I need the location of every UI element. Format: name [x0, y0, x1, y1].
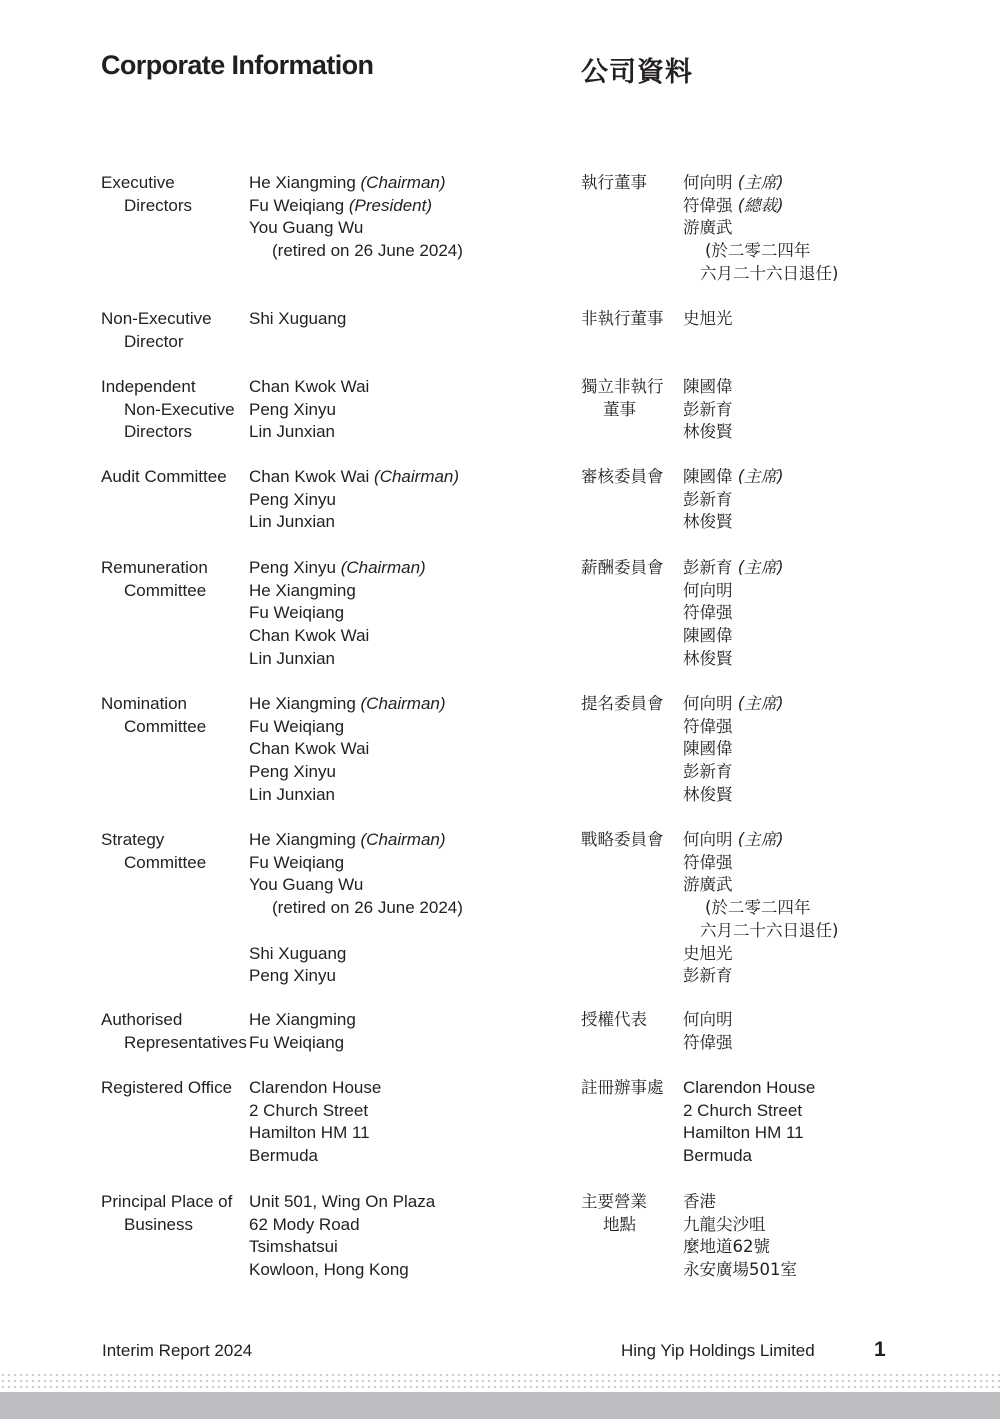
footer-bar: [0, 1392, 1000, 1419]
member-name: 林俊賢: [683, 784, 733, 804]
member-name: He Xiangming (Chairman): [249, 173, 446, 192]
member-name: 何向明 (主席): [683, 830, 784, 849]
member-name: 史旭光: [683, 943, 733, 963]
section-label-en: Principal Place of Business: [101, 1192, 233, 1234]
address-en: [249, 1191, 559, 1282]
section-label-zh: 非執行董事: [581, 309, 664, 328]
section-label-zh: 薪酬委員會: [581, 558, 664, 577]
member-name: Lin Junxian: [249, 422, 336, 442]
page-number: 1: [874, 1338, 886, 1361]
member-name: 何向明 (主席): [683, 173, 784, 192]
address-line: Clarendon House: [683, 1078, 816, 1097]
retirement-note: 六月二十六日退任): [700, 263, 839, 283]
member-name: 符偉强: [683, 603, 733, 623]
retirement-note: (於二零二四年: [705, 898, 811, 918]
address-line: 永安廣場501室: [683, 1260, 797, 1280]
address-line: Hamilton HM 11: [249, 1123, 370, 1143]
member-name: 游廣武: [683, 218, 733, 238]
member-name: He Xiangming: [249, 1010, 356, 1029]
member-name: 何向明: [683, 580, 733, 600]
member-name: 彭新育 (主席): [683, 558, 784, 577]
member-name: 彭新育: [683, 762, 733, 782]
section-label-zh: 獨立非執行 董事: [581, 377, 664, 419]
member-list-en: [249, 172, 559, 263]
page-title-zh: 公司資料: [581, 57, 693, 88]
member-name: 林俊賢: [683, 648, 733, 668]
section-label-zh: 執行董事: [581, 173, 647, 192]
member-name: Shi Xuguang: [249, 943, 347, 963]
address-line: 香港: [683, 1192, 716, 1211]
member-name: 史旭光: [683, 309, 733, 328]
member-name: 何向明: [683, 1010, 733, 1029]
address-line: Hamilton HM 11: [683, 1123, 804, 1143]
member-name: Peng Xinyu: [249, 762, 336, 782]
member-list-en: [249, 1009, 559, 1054]
retirement-note: 六月二十六日退任): [700, 920, 839, 940]
member-name: Chan Kwok Wai (Chairman): [249, 467, 460, 486]
address-line: Tsimshatsui: [249, 1237, 338, 1257]
member-name: 符偉强 (總裁): [683, 195, 784, 215]
member-list-zh: [683, 376, 983, 444]
member-name: You Guang Wu: [249, 218, 364, 238]
section-label-en: Remuneration Committee: [101, 558, 208, 600]
footer-report-title: Interim Report 2024: [102, 1341, 253, 1360]
member-name: 陳國偉: [683, 377, 733, 396]
page-title-en: Corporate Information: [101, 50, 374, 80]
member-name: 符偉强: [683, 716, 733, 736]
member-name: Lin Junxian: [249, 512, 336, 532]
member-list-zh: [683, 829, 983, 988]
section-label-zh: 戰略委員會: [581, 830, 664, 849]
member-name: 林俊賢: [683, 512, 733, 532]
member-name: Peng Xinyu: [249, 399, 336, 419]
member-name: He Xiangming (Chairman): [249, 694, 446, 713]
address-en: [249, 1077, 559, 1168]
address-line: Bermuda: [249, 1146, 318, 1166]
member-name: Chan Kwok Wai: [249, 377, 370, 396]
address-line: Bermuda: [683, 1146, 752, 1166]
section-label-zh: 授權代表: [581, 1010, 647, 1029]
member-list-en: [249, 829, 559, 988]
section-label-en: Non-Executive Director: [101, 309, 212, 351]
address-line: 九龍尖沙咀: [683, 1214, 766, 1234]
section-label-en: Independent Non-Executive Directors: [101, 377, 235, 442]
retirement-note: (retired on 26 June 2024): [272, 898, 463, 918]
member-list-en: [249, 308, 559, 331]
member-name: 彭新育: [683, 489, 733, 509]
member-name: 陳國偉: [683, 739, 733, 759]
section-label-en: Audit Committee: [101, 467, 227, 486]
member-name: 彭新育: [683, 399, 733, 419]
dotted-pattern-band: [0, 1372, 1000, 1390]
member-list-en: [249, 557, 559, 671]
member-name: He Xiangming: [249, 580, 356, 600]
address-line: Clarendon House: [249, 1078, 382, 1097]
member-name: 游廣武: [683, 875, 733, 895]
member-list-zh: [683, 172, 983, 286]
member-name: 陳國偉: [683, 626, 733, 646]
member-list-zh: [683, 557, 983, 671]
section-label-en: Authorised Representatives: [101, 1010, 247, 1052]
member-name: Lin Junxian: [249, 648, 336, 668]
address-line: 麼地道62號: [683, 1237, 770, 1257]
address-zh: [683, 1191, 983, 1282]
section-label-zh: 提名委員會: [581, 694, 664, 713]
address-line: 2 Church Street: [683, 1100, 803, 1120]
member-name: Lin Junxian: [249, 784, 336, 804]
member-name: Fu Weiqiang: [249, 603, 345, 623]
member-name: Fu Weiqiang (President): [249, 195, 432, 215]
section-label-en: Registered Office: [101, 1078, 233, 1097]
section-label-en: Executive Directors: [101, 173, 193, 215]
footer-company-name: Hing Yip Holdings Limited: [621, 1341, 815, 1360]
member-name: Fu Weiqiang: [249, 852, 345, 872]
member-name: Peng Xinyu: [249, 966, 336, 986]
section-label-zh: 主要營業 地點: [581, 1192, 647, 1234]
member-list-en: [249, 693, 559, 807]
address-line: 62 Mody Road: [249, 1214, 360, 1234]
member-name: 陳國偉 (主席): [683, 467, 784, 486]
member-name: He Xiangming (Chairman): [249, 830, 446, 849]
member-list-en: [249, 466, 559, 534]
member-name: Peng Xinyu (Chairman): [249, 558, 426, 577]
section-label-en: Strategy Committee: [101, 830, 207, 872]
member-name: 林俊賢: [683, 422, 733, 442]
member-name: 符偉强: [683, 1032, 733, 1052]
retirement-note: (於二零二四年: [705, 241, 811, 261]
address-line: Unit 501, Wing On Plaza: [249, 1192, 436, 1211]
section-label-zh: 審核委員會: [581, 467, 664, 486]
member-list-zh: [683, 693, 983, 807]
member-list-zh: [683, 466, 983, 534]
member-name: Shi Xuguang: [249, 309, 347, 328]
member-name: Fu Weiqiang: [249, 716, 345, 736]
member-list-zh: [683, 308, 983, 331]
section-label-zh: 註冊辦事處: [581, 1078, 664, 1097]
member-name: Peng Xinyu: [249, 489, 336, 509]
member-name: 彭新育: [683, 966, 733, 986]
member-list-zh: [683, 1009, 983, 1054]
member-name: 符偉强: [683, 852, 733, 872]
retirement-note: (retired on 26 June 2024): [272, 241, 463, 261]
address-line: 2 Church Street: [249, 1100, 369, 1120]
address-zh: [683, 1077, 983, 1168]
member-name: Chan Kwok Wai: [249, 626, 370, 646]
member-name: 何向明 (主席): [683, 694, 784, 713]
section-label-en: Nomination Committee: [101, 694, 207, 736]
member-name: You Guang Wu: [249, 875, 364, 895]
member-name: Fu Weiqiang: [249, 1032, 345, 1052]
member-list-en: [249, 376, 559, 444]
member-name: Chan Kwok Wai: [249, 739, 370, 759]
address-line: Kowloon, Hong Kong: [249, 1260, 409, 1280]
